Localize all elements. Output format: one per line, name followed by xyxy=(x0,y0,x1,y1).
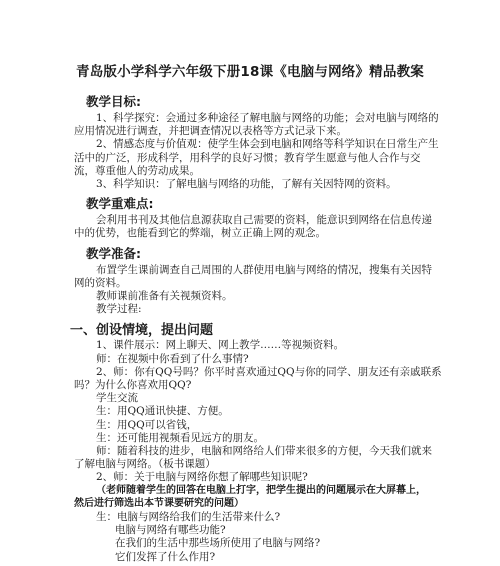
part1-line: 生：用QQ通讯快捷、方便。 xyxy=(96,405,229,418)
part1-line: 2、师：你有QQ号吗？你平时喜欢通过QQ与你的同学、朋友还有亲戚联系 xyxy=(96,365,442,378)
prep-line: 教师课前准备有关视频资料。 xyxy=(96,290,233,302)
teacher-note: （老师随着学生的回答在电脑上打字，把学生提出的问题展示在大屏幕上， xyxy=(96,484,426,496)
goals-line: 流，尊重他人的劳动成果。 xyxy=(74,164,200,177)
part1-line: 学生交流 xyxy=(96,392,138,405)
part1-line: 了解电脑与网络。（板书课题） xyxy=(74,458,216,471)
part1-line: 生：还可能用视频看见远方的朋友。 xyxy=(96,431,264,444)
student-question: 在我们的生活中那些场所使用了电脑与网络? xyxy=(115,537,321,550)
keypoints-line: 会利用书刊及其他信息源获取自己需要的资料，能意识到网络在信息传递 xyxy=(96,214,432,227)
part1-line: 吗？为什么你喜欢用QQ? xyxy=(74,379,192,391)
student-question: 生：电脑与网络给我们的生活带来什么? xyxy=(96,511,281,523)
part1-heading: 一、创设情境，提出问题 xyxy=(70,323,214,339)
part1-line: 生：用QQ可以省钱， xyxy=(96,418,198,431)
goals-line: 3、科学知识：了解电脑与网络的功能，了解有关因特网的资料。 xyxy=(96,178,397,190)
goals-line: 活中的广泛，形成科学，用科学的良好习惯；教育学生愿意与他人合作与交 xyxy=(74,151,421,164)
goals-heading: 教学目标: xyxy=(86,94,141,109)
goals-line: 应用情况进行调查，并把调查情况以表格等方式记录下来。 xyxy=(74,125,347,138)
goals-line: 2、情感态度与价值观：使学生体会到电脑和网络等科学知识在日常生产生 xyxy=(96,138,439,151)
part1-line: 2、师：关于电脑与网络你想了解哪些知识呢? xyxy=(96,471,308,484)
document-title: 青岛版小学科学六年级下册18课《电脑与网络》精品教案 xyxy=(76,64,424,80)
student-question: 电脑与网络有哪些功能? xyxy=(115,524,226,537)
prep-line: 网的资料。 xyxy=(74,276,127,289)
goals-line: 1、科学探究：会通过多种途径了解电脑与网络的功能；会对电脑与网络的 xyxy=(96,112,439,124)
part1-line: 1、课件展示：网上聊天、网上教学……等视频资料。 xyxy=(96,339,345,352)
prep-heading: 教学准备: xyxy=(86,245,141,261)
keypoints-heading: 教学重难点: xyxy=(86,196,154,212)
process-label: 教学过程: xyxy=(96,303,142,316)
student-question: 它们发挥了什么作用? xyxy=(115,550,216,563)
prep-line: 布置学生课前调查自己周围的人群使用电脑与网络的情况，搜集有关因特 xyxy=(96,263,432,276)
part1-line: 师：随着科技的进步，电脑和网络给人们带来很多的方便，今天我们就来 xyxy=(96,445,432,457)
part1-line: 师：在视频中你看到了什么事情? xyxy=(96,352,249,365)
keypoints-line: 中的优势，也能看到它的弊端，树立正确上网的观念。 xyxy=(74,227,326,240)
teacher-note: 然后进行筛选出本节课要研究的问题） xyxy=(74,497,244,509)
